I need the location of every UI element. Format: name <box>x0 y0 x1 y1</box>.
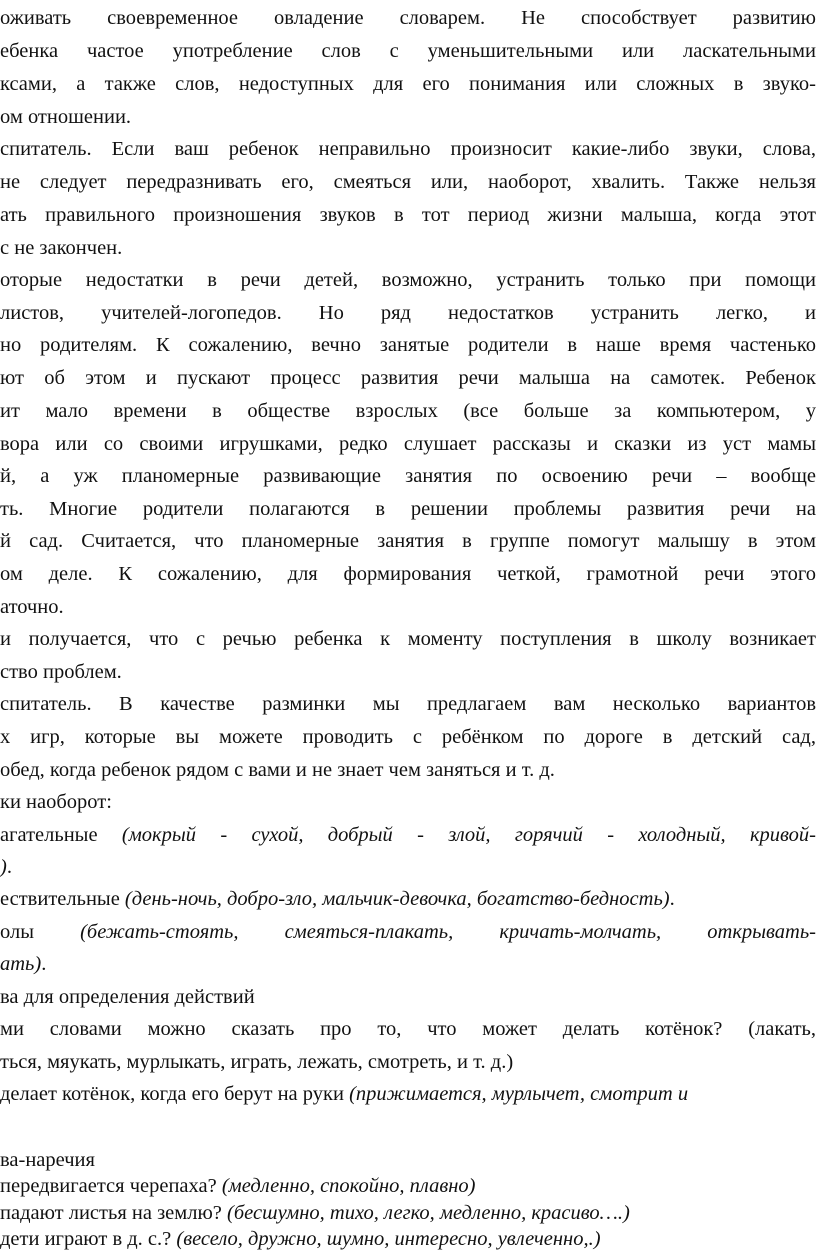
nouns-examples: (день-ночь, добро-зло, мальчик-девочка, богатство-бедность) <box>124 888 670 910</box>
adjectives-examples-end: ) <box>0 856 7 878</box>
paragraph-4-line-1: и получается, что с речью ребенка к моменту поступления в школу возникает <box>0 628 816 650</box>
paragraph-1-line-1: оживать своевременное овладение словарем. Не способствует развитию <box>0 7 816 29</box>
paragraph-3-line-1: оторые недостатки в речи детей, возможно, устранить только при помощи <box>0 269 816 291</box>
paragraph-5-line-3: обед, когда ребенок рядом с вами и не знает чем заняться и т. д. <box>0 759 555 781</box>
paragraph-2-line-2: не следует передразнивать его, смеяться или, наоборот, хвалить. Также нельзя <box>0 171 816 193</box>
question-2-text: делает котёнок, когда его берут на руки <box>0 1083 350 1105</box>
paragraph-2-line-4: с не закончен. <box>0 237 123 259</box>
paragraph-5-line-1: спитатель. В качестве разминки мы предлагаем вам несколько вариантов <box>0 693 816 715</box>
paragraph-2-line-3: ать правильного произношения звуков в тот период жизни малыша, когда этот <box>0 204 816 226</box>
paragraph-3-line-3: но родителям. К сожалению, вечно занятые родители в наше время частенько <box>0 334 816 356</box>
verbs-label: олы <box>0 921 81 943</box>
verbs-examples: (бежать-стоять, смеяться-плакать, кричать-молчать, открывать- <box>80 921 816 943</box>
game-1-adjectives-line-1 <box>0 819 816 851</box>
game-3-q2-answer: (бесшумно, тихо, легко, медленно, красиво….) <box>227 1202 630 1224</box>
paragraph-3-line-4: ют об этом и пускают процесс развития речи малыша на самотек. Ребенок <box>0 367 816 389</box>
paragraph-4-line-2: ство проблем. <box>0 661 122 683</box>
game-2-question-2 <box>0 1078 816 1110</box>
game-2-question-1-line-2: ться, мяукать, мурлыкать, играть, лежать, смотреть, и т. д.) <box>0 1051 514 1073</box>
game-3-q1-answer: (медленно, спокойно, плавно) <box>221 1175 476 1197</box>
paragraph-5-line-2: х игр, которые вы можете проводить с ребёнком по дороге в детский сад, <box>0 726 816 748</box>
adjectives-period: . <box>6 856 12 878</box>
game-2-question-1-line-1: ми словами можно сказать про то, что может делать котёнок? (лакать, <box>0 1018 816 1040</box>
verbs-examples-end: ать) <box>0 953 42 975</box>
paragraph-3-line-11: аточно. <box>0 596 64 618</box>
game-3-q3-text: дети играют в д. с.? <box>0 1228 177 1250</box>
paragraph-3-line-10: ом деле. К сожалению, для формирования четкой, грамотной речи этого <box>0 563 816 585</box>
game-1-title: ки наоборот: <box>0 791 112 813</box>
game-1-adjectives-line-2 <box>0 851 816 883</box>
game-3-q1-text: передвигается черепаха? <box>0 1175 222 1197</box>
nouns-period: . <box>669 888 675 910</box>
game-3-q3-answer: (весело, дружно, шумно, интересно, увлеченно,.) <box>176 1228 601 1250</box>
game-3-question-3 <box>0 1223 816 1255</box>
paragraph-3-line-8: ть. Многие родители полагаются в решении проблемы развития речи на <box>0 498 816 520</box>
paragraph-1-line-4: ом отношении. <box>0 106 132 128</box>
paragraph-2-line-1: спитатель. Если ваш ребенок неправильно произносит какие-либо звуки, слова, <box>0 138 816 160</box>
game-1-verbs-line-2 <box>0 948 816 980</box>
game-3-title: ва-наречия <box>0 1149 95 1171</box>
adjectives-label: агательные <box>0 824 122 846</box>
game-1-verbs-line-1 <box>0 916 816 948</box>
adjectives-examples: (мокрый - сухой, добрый - злой, горячий - холодный, кривой- <box>121 824 816 846</box>
paragraph-3-line-9: й сад. Считается, что планомерные занятия в группе помогут малышу в этом <box>0 530 816 552</box>
paragraph-3-line-5: ит мало времени в обществе взрослых (все больше за компьютером, у <box>0 400 816 422</box>
question-2-answer: (прижимается, мурлычет, смотрит и <box>349 1083 689 1105</box>
paragraph-3-line-6: вора или со своими игрушками, редко слушает рассказы и сказки из уст мамы <box>0 433 816 455</box>
game-3-q2-text: падают листья на землю? <box>0 1202 228 1224</box>
paragraph-3-line-7: й, а уж планомерные развивающие занятия по освоению речи – вообще <box>0 465 816 487</box>
game-2-title: ва для определения действий <box>0 986 255 1008</box>
nouns-label: ествительные <box>0 888 125 910</box>
paragraph-1-line-3: ксами, а также слов, недоступных для его понимания или сложных в звуко- <box>0 73 816 95</box>
verbs-period: . <box>41 953 47 975</box>
paragraph-3-line-2: листов, учителей-логопедов. Но ряд недостатков устранить легко, и <box>0 302 816 324</box>
paragraph-1-line-2: ебенка частое употребление слов с уменьшительными или ласкательными <box>0 40 816 62</box>
game-1-nouns-line <box>0 883 816 915</box>
